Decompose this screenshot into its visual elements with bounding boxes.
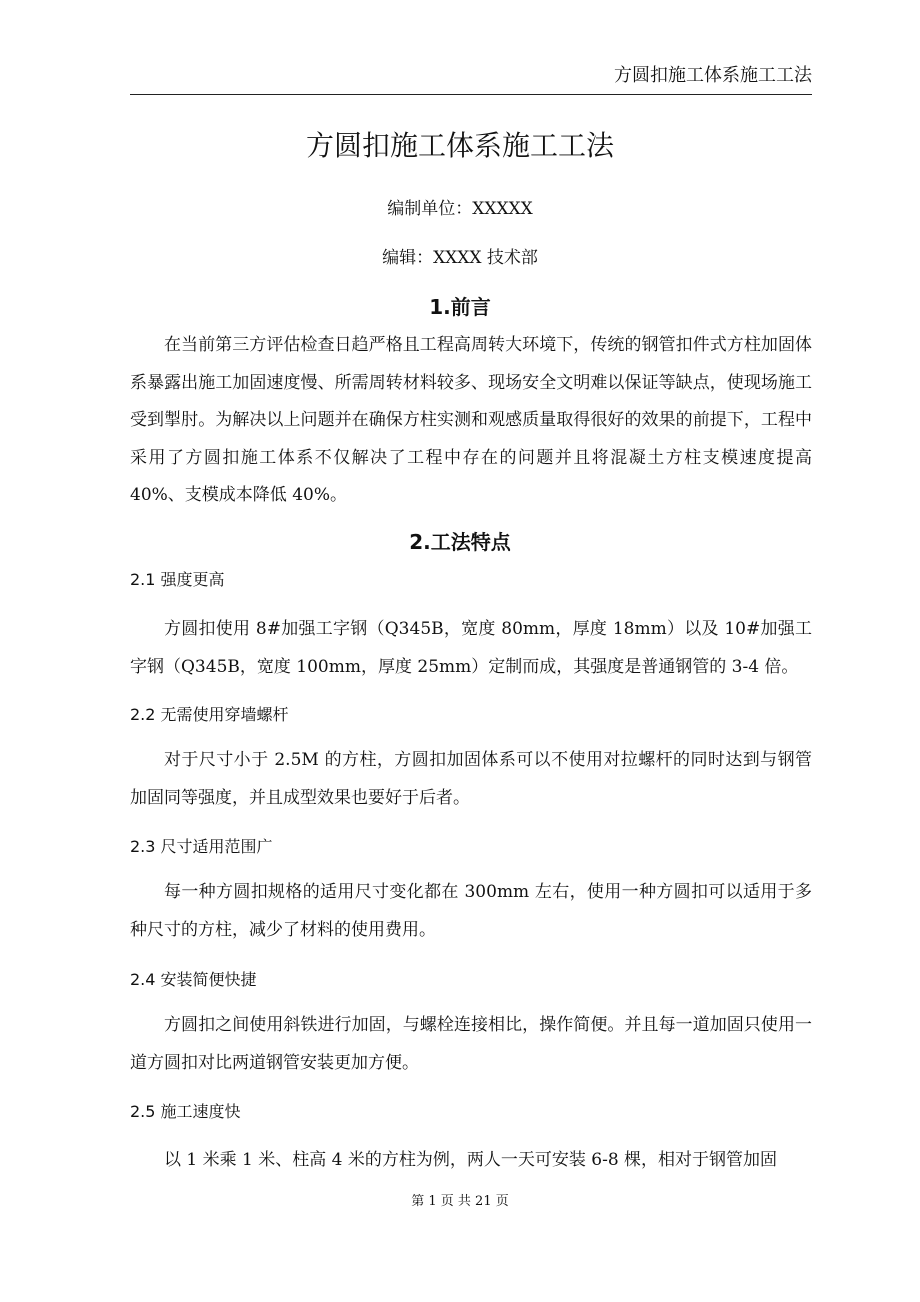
document-title: 方圆扣施工体系施工工法 — [305, 129, 614, 162]
section-2-5-paragraph: 以 1 米乘 1 米、柱高 4 米的方柱为例，两人一天可安装 6-8 棵，相对于钢管加固 — [164, 1150, 778, 1170]
running-header: 方圆扣施工体系施工工法 — [130, 62, 812, 95]
section-2-5-heading: 2.5 施工速度快 — [130, 1102, 241, 1121]
section-1-paragraph: 在当前第三方评估检查日趋严格且工程高周转大环境下，传统的钢管扣件式方柱加固体系暴露出施工加固速度慢、所需周转材料较多、现场安全文明难以保证等缺点，使现场施工受到掣肘。为解决以上问题并在确保方柱实测和观感质量取得很好的效果的前提下，工程中采用了方圆扣施工体系不仅解决了工程中存在的问题并且将混凝土方柱支模速度提高 40%、支模成本降低 40%。 — [130, 335, 812, 505]
section-2-4-paragraph: 方圆扣之间使用斜铁进行加固，与螺栓连接相比，操作简便。并且每一道加固只使用一道方圆扣对比两道钢管安装更加方便。 — [130, 1015, 812, 1073]
editor-line: 编辑：XXXX 技术部 — [382, 248, 538, 268]
section-2-heading: 2.工法特点 — [409, 530, 511, 554]
section-2-4-heading: 2.4 安装简便快捷 — [130, 970, 257, 989]
section-2-2-paragraph: 对于尺寸小于 2.5M 的方柱，方圆扣加固体系可以不使用对拉螺杆的同时达到与钢管加固同等强度，并且成型效果也要好于后者。 — [130, 750, 812, 808]
section-2-2-heading: 2.2 无需使用穿墙螺杆 — [130, 705, 289, 724]
section-1-heading: 1.前言 — [429, 295, 491, 319]
section-2-3-heading: 2.3 尺寸适用范围广 — [130, 837, 273, 856]
page-number: 第 1 页 共 21 页 — [411, 1194, 509, 1209]
section-2-1-heading: 2.1 强度更高 — [130, 570, 225, 589]
section-2-3-paragraph: 每一种方圆扣规格的适用尺寸变化都在 300mm 左右，使用一种方圆扣可以适用于多种尺寸的方柱，减少了材料的使用费用。 — [130, 882, 812, 940]
compiling-unit: 编制单位：XXXXX — [387, 199, 533, 219]
section-2-1-paragraph: 方圆扣使用 8#加强工字钢（Q345B，宽度 80mm，厚度 18mm）以及 10#加强工字钢（Q345B，宽度 100mm，厚度 25mm）定制而成，其强度是普通钢管的 3-4 倍。 — [130, 619, 812, 677]
